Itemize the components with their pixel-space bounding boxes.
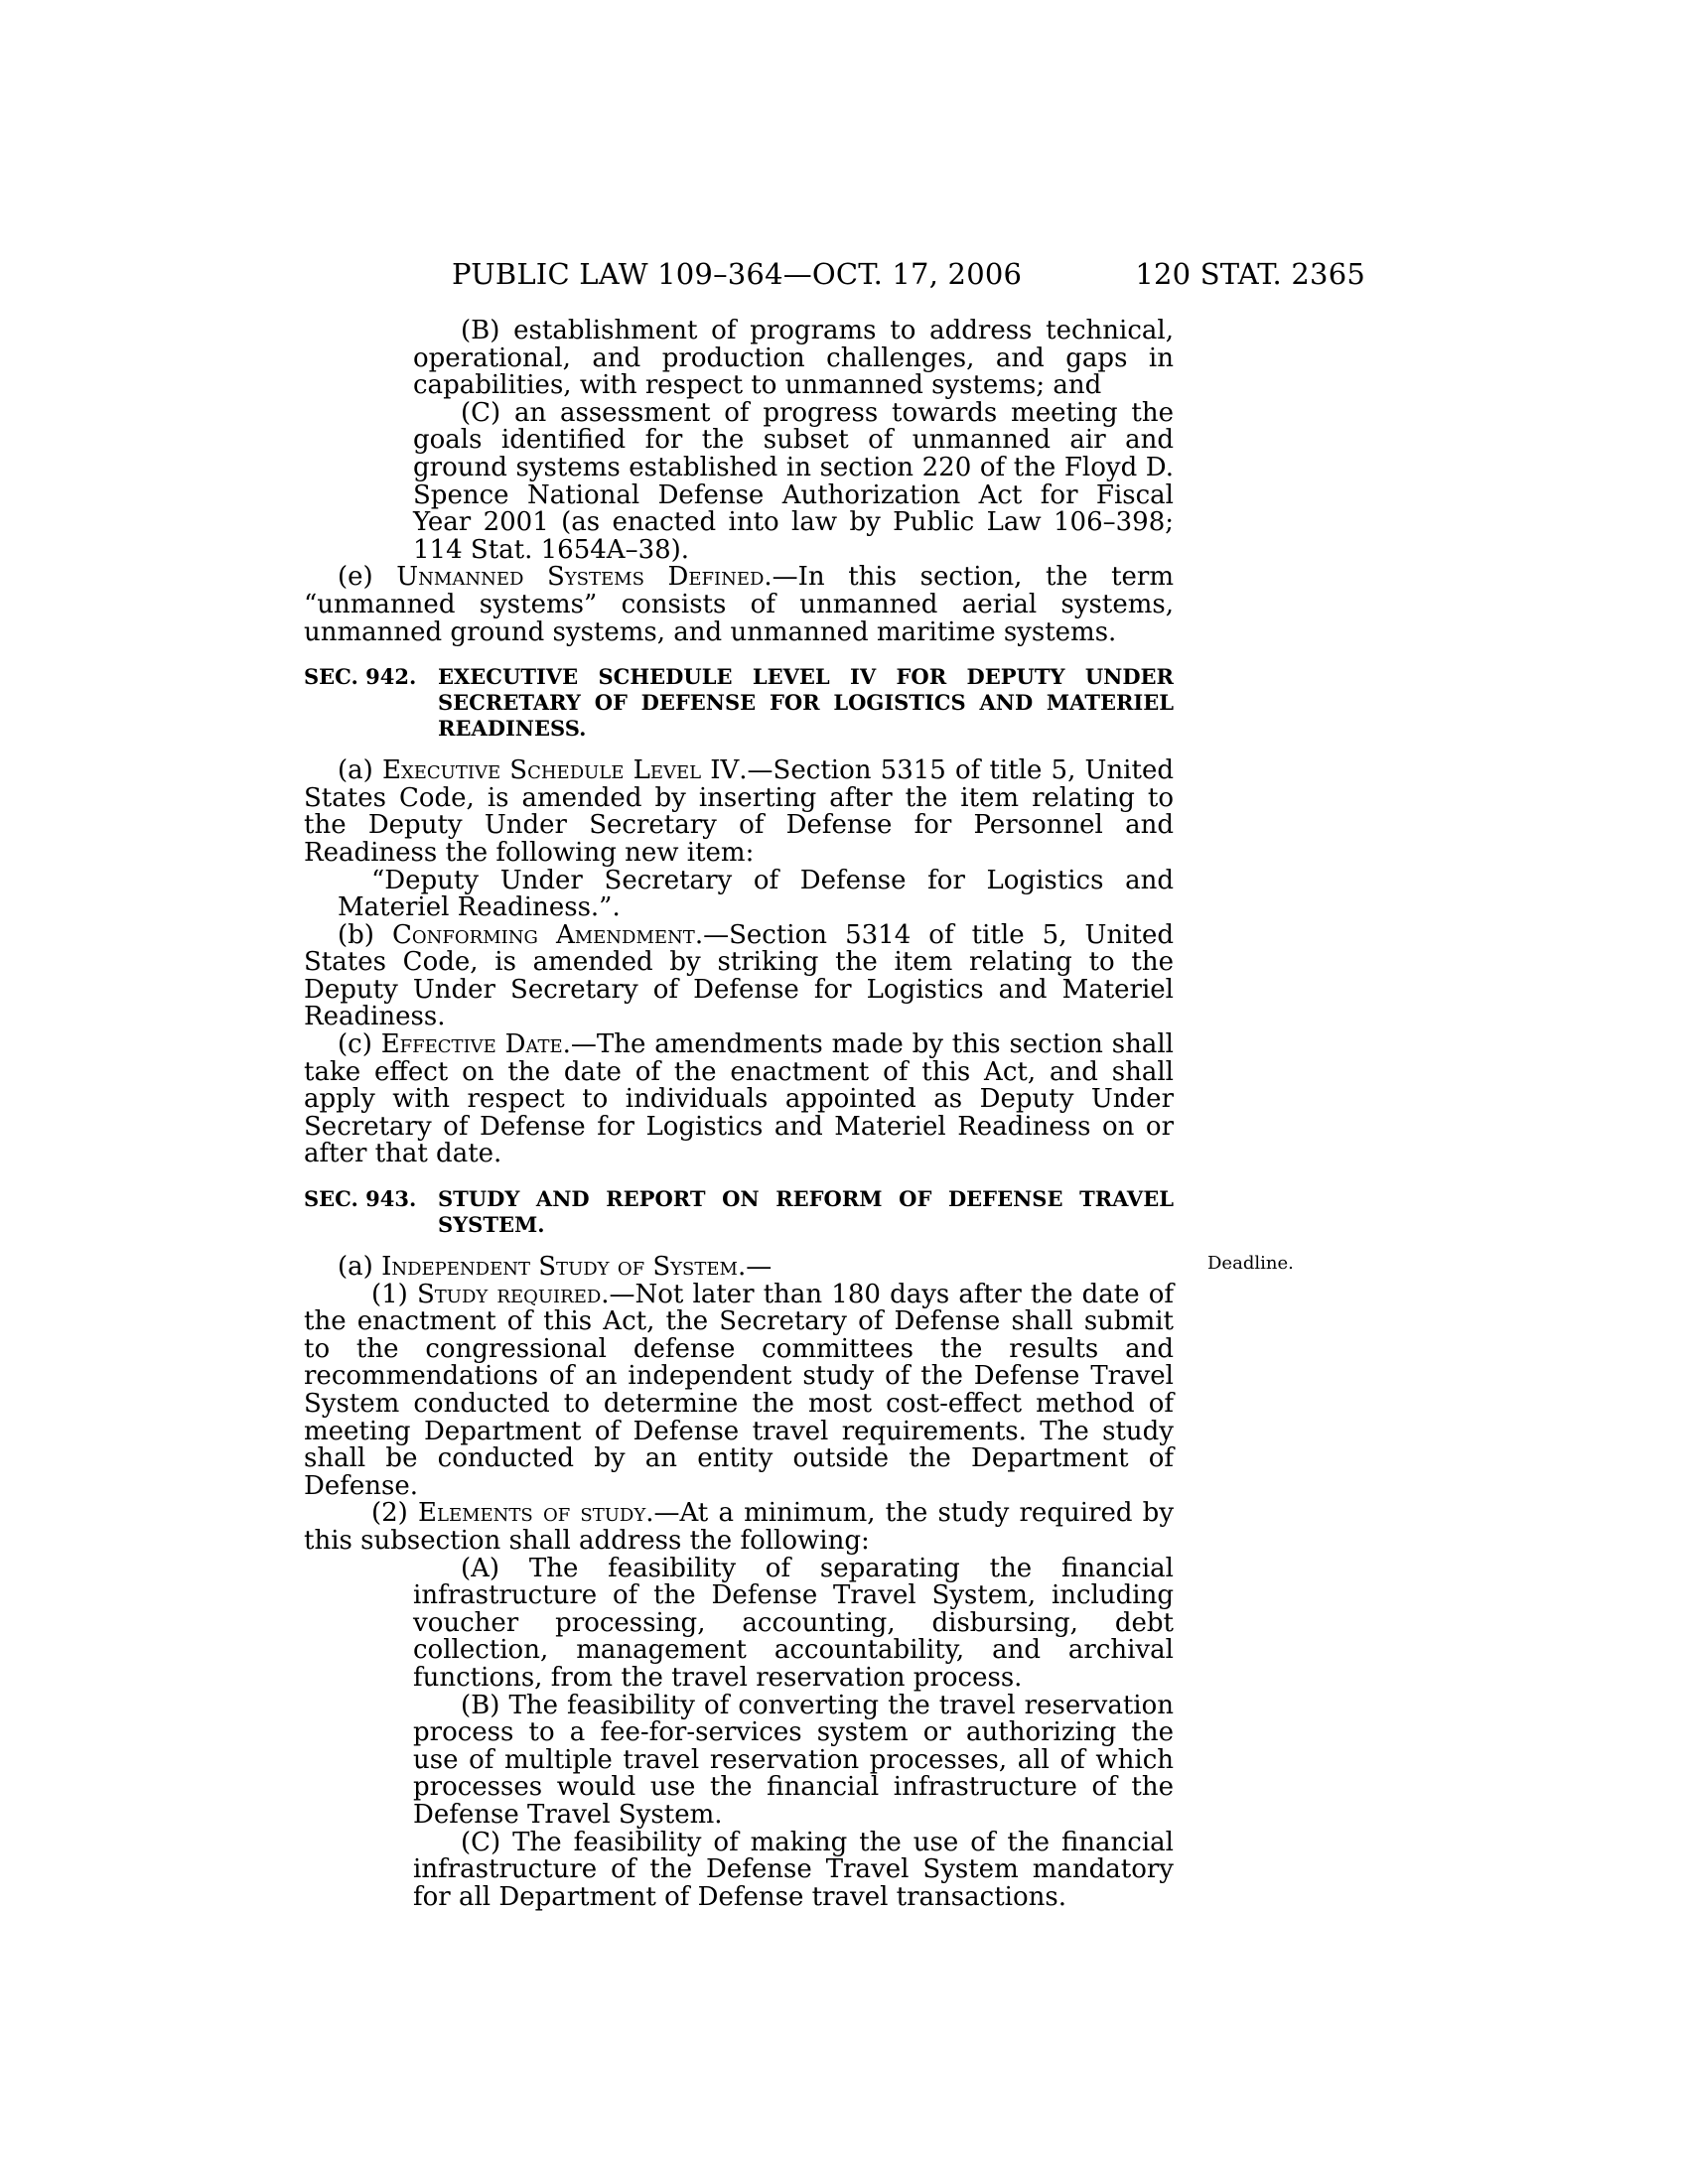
subsection-942-a-label: (a) — [338, 755, 382, 786]
quoted-new-item: “Deputy Under Secretary of Defense for Logistics and Materiel Readiness.”. — [338, 865, 1174, 923]
paragraph-2-heading: Elements of study — [418, 1498, 646, 1529]
statute-citation: 120 STAT. 2365 — [1135, 257, 1365, 291]
paragraph-2-label: (2) — [371, 1498, 419, 1529]
subsection-942-b-heading: Conforming Amendment — [392, 919, 695, 950]
subsection-942-c-label: (c) — [338, 1029, 381, 1060]
subsection-942-c-heading: Effective Date — [380, 1029, 563, 1060]
paragraph-1-text: .—Not later than 180 days after the date of the enactment of this Act, the Secretary of Defense shall submit to the congressional defense committees the results and recommendations of an independent study of the Defense Travel System conducted to determine the most cost-effect method of meeting Department of Defense travel requirements. The study shall be conducted by an entity outside the Department of Defense. — [304, 1279, 1175, 1501]
margin-note-deadline: Deadline. — [1207, 1253, 1294, 1274]
subsection-e-heading: Unmanned Systems Defined — [396, 562, 765, 593]
paragraph-2-text: .—At a minimum, the study required by this subsection shall address the following: — [304, 1498, 1175, 1556]
section-942-title: EXECUTIVE SCHEDULE LEVEL IV FOR DEPUTY UNDER SECRETARY OF DEFENSE FOR LOGISTICS AND MATERIEL READINESS. — [438, 664, 1174, 742]
paragraph-1-label: (1) — [371, 1279, 417, 1309]
subsection-942-b — [304, 919, 1174, 1032]
document-body — [304, 318, 1174, 1911]
section-943-title: STUDY AND REPORT ON REFORM OF DEFENSE TRAVEL SYSTEM. — [438, 1186, 1174, 1238]
section-942-heading — [304, 664, 1174, 742]
subsection-943-a-text: .— — [737, 1252, 773, 1283]
subsection-942-b-text: .—Section 5314 of title 5, United States Code, is amended by striking the item relating to the Deputy Under Secretary of Defense for Logistics and Materiel Readiness. — [304, 919, 1174, 1032]
subparagraph-a-separating: (A) The feasibility of separating the financial infrastructure of the Defense Travel System, including voucher processing, accounting, disbursing, debt collection, management accountability, and archival functions, from the travel reservation process. — [413, 1553, 1174, 1693]
subsection-942-a — [304, 757, 1174, 867]
running-head: PUBLIC LAW 109–364—OCT. 17, 2006 — [452, 257, 1023, 291]
subparagraph-c-mandatory: (C) The feasibility of making the use of the financial infrastructure of the Defense Travel System mandatory for all Department of Defense travel transactions. — [413, 1827, 1174, 1912]
paragraph-1-study-required — [304, 1279, 1175, 1501]
paragraph-1-heading: Study required — [416, 1279, 602, 1309]
subsection-943-a-heading: Independent Study of System — [381, 1252, 738, 1283]
subsection-942-b-label: (b) — [338, 919, 393, 950]
paragraph-2-elements — [304, 1500, 1174, 1555]
subsection-942-a-heading: Executive Schedule Level IV — [381, 755, 740, 786]
subsection-942-a-text: .—Section 5315 of title 5, United States Code, is amended by inserting after the item relating to the Deputy Under Secretary of Defense for Personnel and Readiness the following new item: — [304, 755, 1174, 868]
paragraph-c-assessment: (C) an assessment of progress towards meeting the goals identified for the subset of unmanned air and ground systems established in section 220 of the Floyd D. Spence National Defense Authorization Act for Fiscal Year 2001 (as enacted into law by Public Law 106–398; 114 Stat. 1654A–38). — [413, 397, 1174, 565]
section-943-heading — [304, 1186, 1174, 1238]
subsection-e-label: (e) — [338, 562, 397, 593]
paragraph-b-establishment: (B) establishment of programs to address technical, operational, and production challenges, and gaps in capabilities, with respect to unmanned systems; and — [413, 316, 1174, 401]
page-header — [452, 256, 1365, 292]
section-943-number: SEC. 943. — [304, 1186, 417, 1212]
subsection-943-a-label: (a) — [338, 1252, 382, 1283]
subsection-942-c — [304, 1031, 1174, 1168]
section-942-number: SEC. 942. — [304, 664, 417, 690]
subsection-942-c-text: .—The amendments made by this section shall take effect on the date of the enactment of this Act, and shall apply with respect to individuals appointed as Deputy Under Secretary of Defense for Logistics and Materiel Readiness on or after that date. — [304, 1029, 1174, 1169]
subsection-e — [304, 564, 1174, 646]
subparagraph-b-converting: (B) The feasibility of converting the travel reservation process to a fee-for-services system or authorizing the use of multiple travel reservation processes, all of which processes would use the financial infrastructure of the Defense Travel System. — [413, 1690, 1174, 1830]
subsection-943-a — [304, 1254, 1174, 1282]
subsection-e-text: .—In this section, the term “unmanned systems” consists of unmanned aerial systems, unmanned ground systems, and unmanned maritime systems. — [304, 562, 1175, 647]
